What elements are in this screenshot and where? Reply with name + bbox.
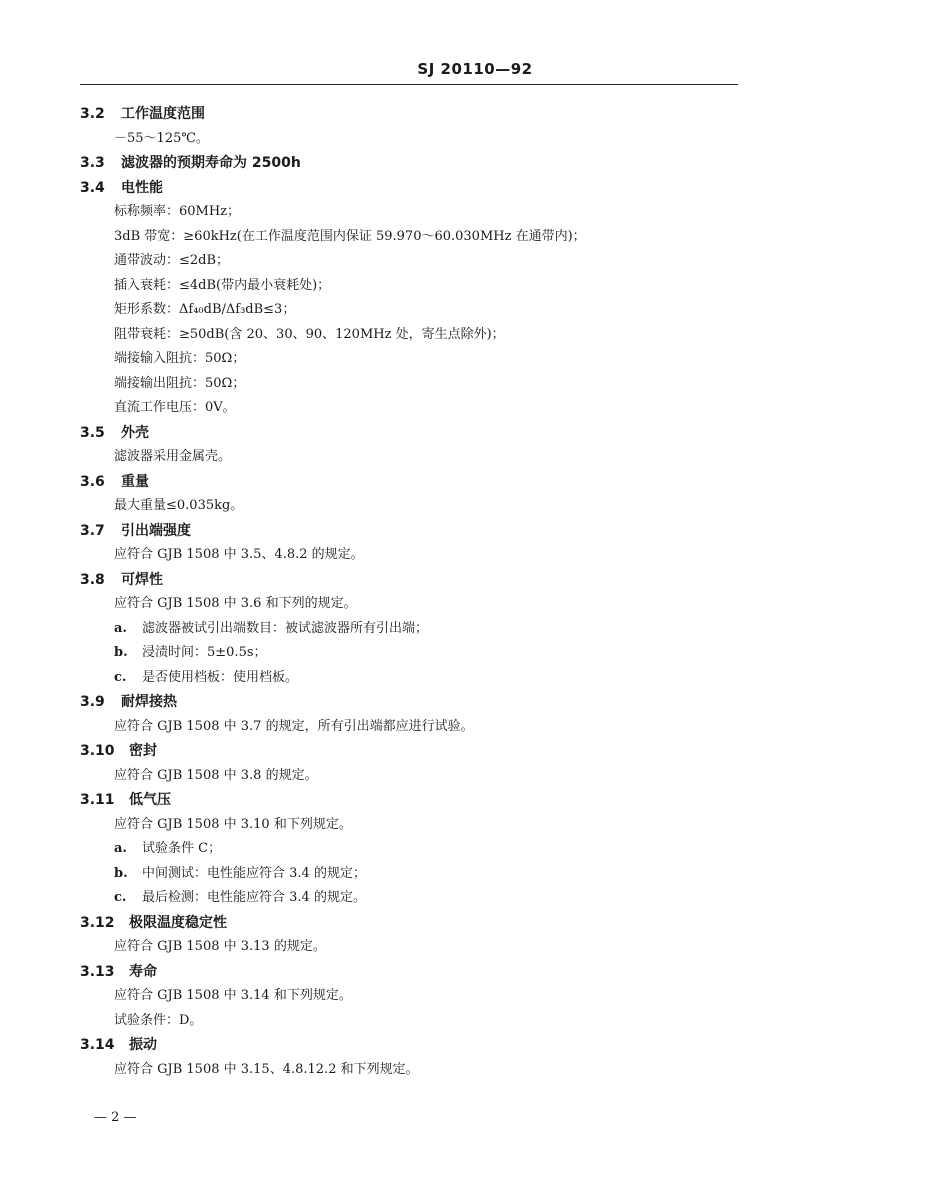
body-line [0, 225, 950, 250]
list-marker: c. [114, 669, 127, 685]
body-line [0, 715, 950, 740]
section-title: 引出端强度 [121, 522, 191, 539]
list-item [0, 666, 950, 691]
body-line [0, 396, 950, 421]
header-doc-code: SJ 20110—92 [417, 60, 533, 78]
list-item [0, 837, 950, 862]
line-text: 浸渍时间：5±0.5s； [142, 645, 267, 660]
section-title: 滤波器的预期寿命为 2500h [121, 155, 301, 171]
line-text: 滤波器采用金属壳。 [114, 449, 232, 464]
line-text: 端接输出阻抗：50Ω； [114, 375, 246, 391]
section-heading [0, 690, 950, 715]
list-marker: a. [114, 620, 127, 636]
section-title: 可焊性 [121, 571, 163, 588]
line-text: 插入衰耗：≤4dB(带内最小衰耗处)； [114, 277, 331, 293]
body-line [0, 372, 950, 397]
section-heading [0, 739, 950, 764]
line-text: 应符合 GJB 1508 中 3.6 和下列的规定。 [114, 596, 357, 611]
body-line [0, 764, 950, 789]
line-text: 应符合 GJB 1508 中 3.14 和下列规定。 [114, 988, 352, 1003]
section-number: 3.14 [80, 1037, 115, 1053]
section-number: 3.6 [80, 473, 105, 490]
line-text: 应符合 GJB 1508 中 3.8 的规定。 [114, 767, 318, 783]
line-text: 通带波动：≤2dB； [114, 253, 230, 268]
page-number: — 2 — [94, 1110, 137, 1125]
header-rule [80, 84, 738, 85]
line-text: 端接输入阻抗：50Ω； [114, 351, 246, 366]
body-line [0, 200, 950, 225]
line-text: 试验条件：D。 [114, 1012, 203, 1028]
body-line [0, 1058, 950, 1083]
line-text: 滤波器被试引出端数目：被试滤波器所有引出端； [142, 620, 429, 636]
section-title: 寿命 [129, 963, 157, 980]
section-title: 电性能 [121, 179, 163, 196]
body-line [0, 249, 950, 274]
line-text: 中间测试：电性能应符合 3.4 的规定； [142, 865, 366, 881]
body-line [0, 323, 950, 348]
body-line [0, 984, 950, 1009]
line-text: 应符合 GJB 1508 中 3.7 的规定，所有引出端都应进行试验。 [114, 718, 474, 734]
line-text: －55～125℃。 [114, 130, 209, 146]
section-number: 3.12 [80, 914, 115, 931]
list-item [0, 641, 950, 666]
section-title: 工作温度范围 [121, 106, 205, 122]
section-heading [0, 470, 950, 495]
line-text: 矩形系数：Δf₄₀dB/Δf₃dB≤3； [114, 302, 296, 317]
line-text: 最后检测：电性能应符合 3.4 的规定。 [142, 890, 366, 905]
document-body [0, 102, 950, 1082]
section-title: 耐焊接热 [121, 694, 177, 710]
section-number: 3.9 [80, 694, 105, 710]
section-number: 3.8 [80, 571, 105, 588]
list-item [0, 617, 950, 642]
line-text: 标称频率：60MHz； [114, 204, 241, 219]
section-heading [0, 519, 950, 544]
section-title: 低气压 [129, 792, 171, 808]
section-heading [0, 568, 950, 593]
body-line [0, 813, 950, 838]
line-text: 应符合 GJB 1508 中 3.13 的规定。 [114, 939, 326, 954]
body-line [0, 592, 950, 617]
section-number: 3.5 [80, 424, 105, 441]
section-number: 3.7 [80, 522, 105, 539]
body-line [0, 445, 950, 470]
section-heading [0, 176, 950, 201]
section-heading [0, 788, 950, 813]
list-marker: b. [114, 865, 128, 881]
section-heading [0, 1033, 950, 1058]
list-marker: a. [114, 841, 127, 856]
line-text: 应符合 GJB 1508 中 3.15、4.8.12.2 和下列规定。 [114, 1061, 419, 1077]
list-marker: c. [114, 890, 127, 905]
list-item [0, 862, 950, 887]
line-text: 直流工作电压：0V。 [114, 400, 236, 415]
section-number: 3.10 [80, 743, 115, 759]
section-heading [0, 960, 950, 985]
line-text: 应符合 GJB 1508 中 3.10 和下列规定。 [114, 816, 352, 832]
body-line [0, 298, 950, 323]
section-title: 重量 [121, 473, 149, 490]
line-text: 试验条件 C； [142, 841, 222, 856]
body-line [0, 1009, 950, 1034]
section-heading [0, 102, 950, 127]
body-line [0, 347, 950, 372]
body-line [0, 935, 950, 960]
section-title: 振动 [129, 1037, 157, 1053]
line-text: 阻带衰耗：≥50dB(含 20、30、90、120MHz 处，寄生点除外)； [114, 326, 505, 342]
body-line [0, 494, 950, 519]
list-marker: b. [114, 645, 128, 660]
line-text: 3dB 带宽：≥60kHz(在工作温度范围内保证 59.970～60.030MHz 在通带内)； [114, 228, 586, 244]
line-text: 是否使用档板：使用档板。 [142, 669, 299, 685]
section-title: 外壳 [121, 424, 149, 441]
section-heading [0, 151, 950, 176]
section-number: 3.3 [80, 155, 105, 171]
section-title: 极限温度稳定性 [129, 914, 227, 931]
line-text: 最大重量≤0.035kg。 [114, 498, 244, 513]
section-title: 密封 [129, 743, 157, 759]
line-text: 应符合 GJB 1508 中 3.5、4.8.2 的规定。 [114, 547, 364, 562]
body-line [0, 127, 950, 152]
section-number: 3.11 [80, 792, 115, 808]
section-number: 3.13 [80, 963, 115, 980]
body-line [0, 543, 950, 568]
body-line [0, 274, 950, 299]
section-number: 3.2 [80, 106, 105, 122]
section-heading [0, 421, 950, 446]
section-heading [0, 911, 950, 936]
list-item [0, 886, 950, 911]
section-number: 3.4 [80, 179, 105, 196]
